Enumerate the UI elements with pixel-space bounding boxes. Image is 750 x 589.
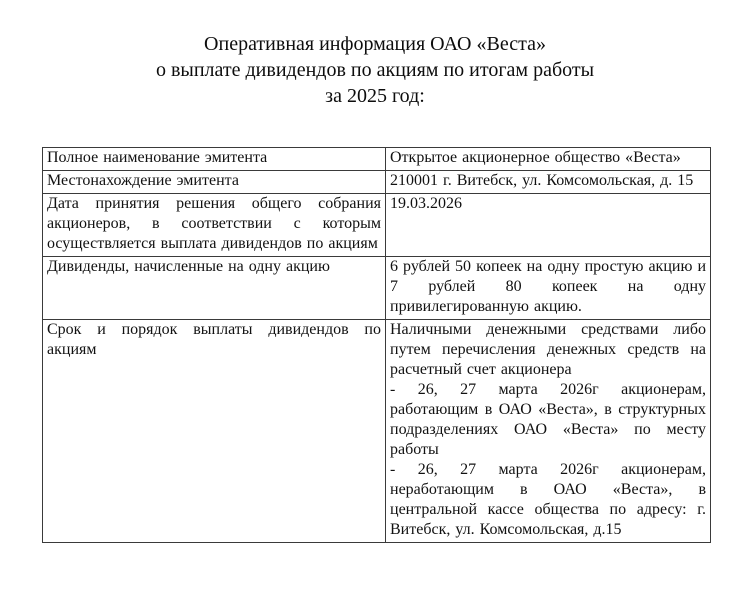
payment-terms-paragraph-3: - 26, 27 марта 2026г акционерам, неработающим в ОАО «Веста», в центральной кассе общества по адресу: г. Витебск, ул. Комсомольская, д.15 xyxy=(390,461,706,538)
row-value-issuer-name: Открытое акционерное общество «Веста» xyxy=(386,148,711,171)
title-line-1: Оперативная информация ОАО «Веста» xyxy=(204,33,546,55)
title-line-3: за 2025 год: xyxy=(325,85,425,107)
table-row-decision-date xyxy=(43,194,711,257)
document-title xyxy=(42,31,708,109)
payment-terms-paragraph-2: - 26, 27 марта 2026г акционерам, работающим в ОАО «Веста», в структурных подразделениях ОАО «Веста» по месту работы xyxy=(390,381,706,458)
table-row-payment-terms xyxy=(43,320,711,543)
row-label-dividends-per-share: Дивиденды, начисленные на одну акцию xyxy=(43,257,386,320)
row-value-issuer-location: 210001 г. Витебск, ул. Комсомольская, д. 15 xyxy=(386,171,711,194)
row-label-payment-terms: Срок и порядок выплаты дивидендов по акциям xyxy=(43,320,386,543)
row-label-decision-date: Дата принятия решения общего собрания акционеров, в соответствии с которым осуществляется выплата дивидендов по акциям xyxy=(43,194,386,257)
dividend-info-table xyxy=(42,147,711,543)
row-label-issuer-location: Местонахождение эмитента xyxy=(43,171,386,194)
table-row-issuer-location xyxy=(43,171,711,194)
row-label-issuer-name: Полное наименование эмитента xyxy=(43,148,386,171)
row-value-payment-terms xyxy=(386,320,711,543)
payment-terms-paragraph-1: Наличными денежными средствами либо путем перечисления денежных средств на расчетный счет акционера xyxy=(390,321,706,378)
table-row-issuer-name xyxy=(43,148,711,171)
row-value-dividends-per-share: 6 рублей 50 копеек на одну простую акцию и 7 рублей 80 копеек на одну привилегированную акцию. xyxy=(386,257,711,320)
row-value-decision-date: 19.03.2026 xyxy=(386,194,711,257)
title-line-2: о выплате дивидендов по акциям по итогам работы xyxy=(155,59,595,81)
table-row-dividends-per-share xyxy=(43,257,711,320)
